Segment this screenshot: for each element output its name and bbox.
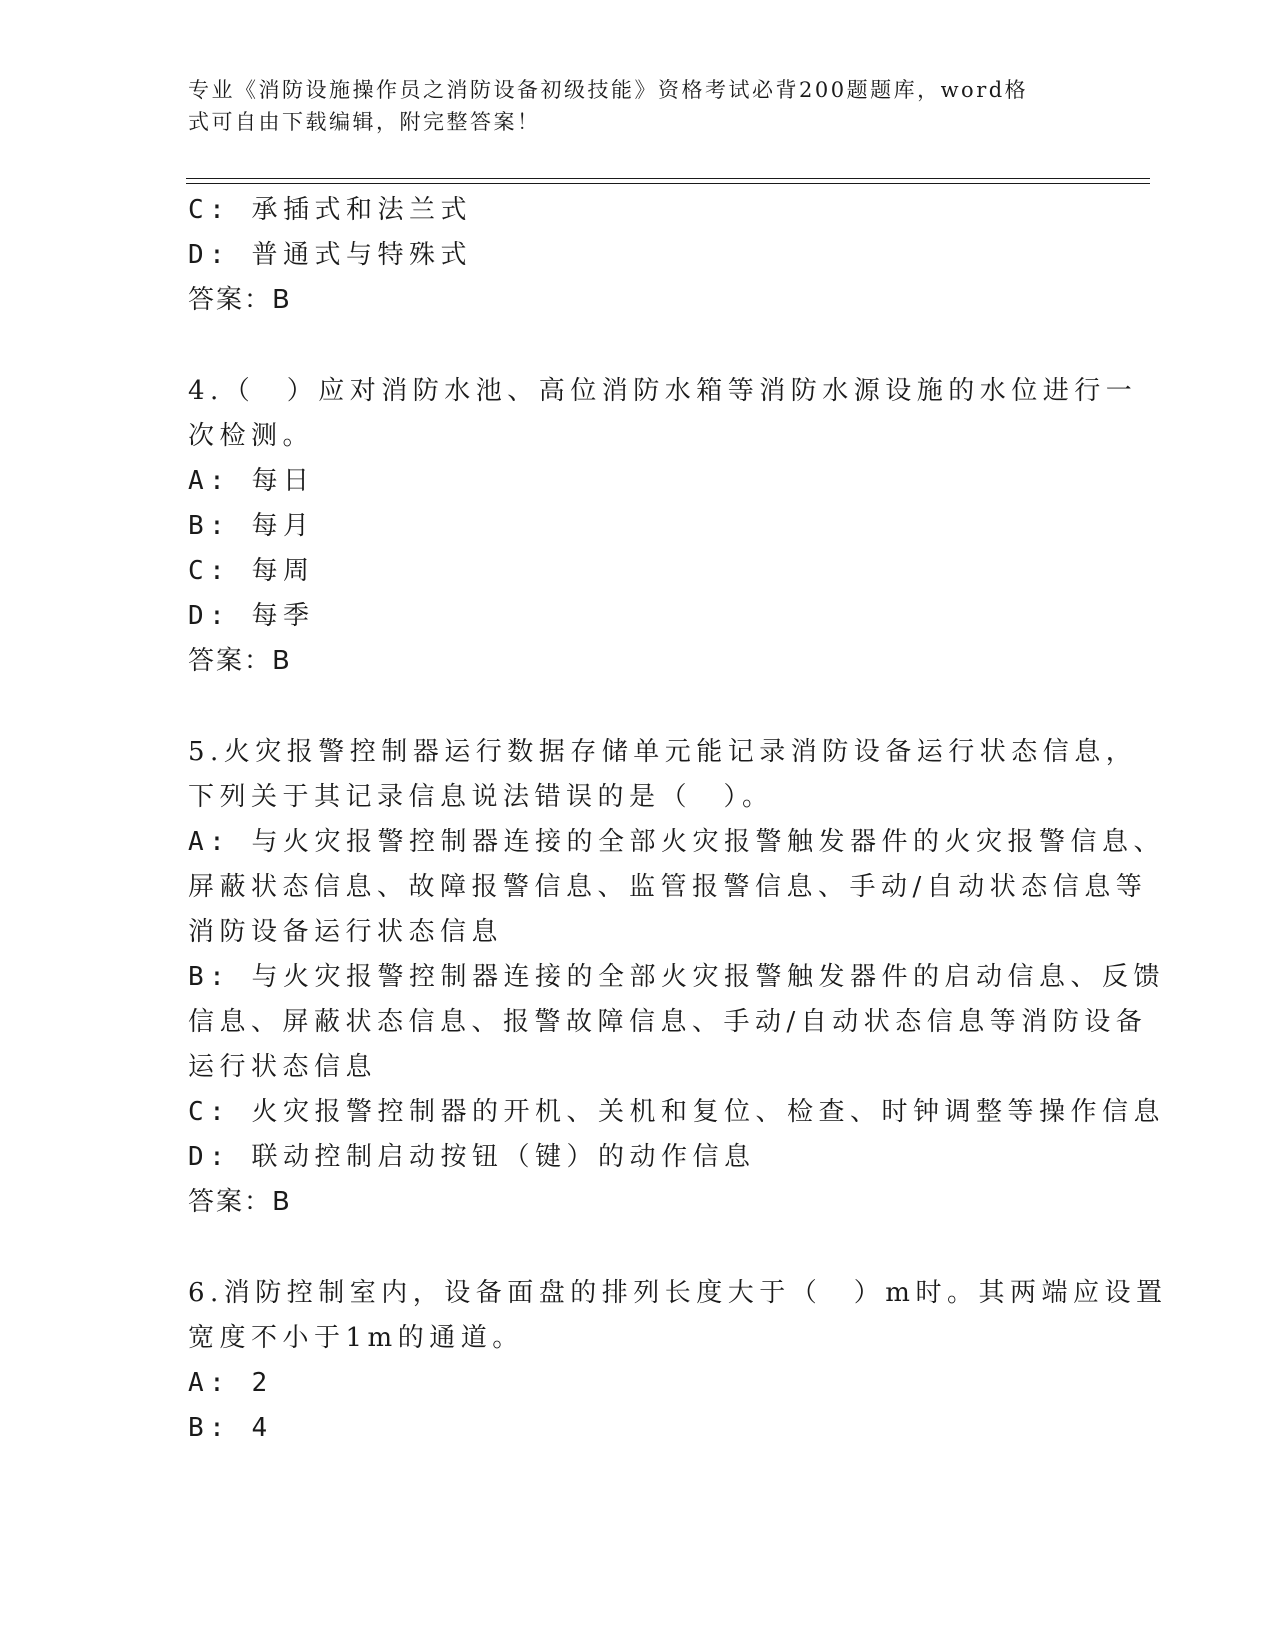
option-b: B: 与火灾报警控制器连接的全部火灾报警触发器件的启动信息、反馈 xyxy=(188,962,1165,992)
option-a-continued: 消防设备运行状态信息 xyxy=(188,917,504,947)
option-a: A: 与火灾报警控制器连接的全部火灾报警触发器件的火灾报警信息、 xyxy=(188,827,1165,857)
option-c: C: 承插式和法兰式 xyxy=(188,195,472,225)
option-c: C: 每周 xyxy=(188,556,315,586)
option-b: B: 4 xyxy=(188,1413,273,1443)
question-stem: 宽度不小于1m的通道。 xyxy=(188,1323,524,1353)
option-a-continued: 屏蔽状态信息、故障报警信息、监管报警信息、手动/自动状态信息等 xyxy=(188,872,1148,902)
option-d: D: 联动控制启动按钮（键）的动作信息 xyxy=(188,1142,756,1172)
option-d: D: 每季 xyxy=(188,601,315,631)
question-6 xyxy=(188,1271,1168,1451)
question-4 xyxy=(188,369,1138,684)
option-b-continued: 运行状态信息 xyxy=(188,1052,378,1082)
page-header xyxy=(188,74,1068,138)
answer: 答案：B xyxy=(188,1187,292,1217)
option-a: A: 2 xyxy=(188,1368,273,1398)
question-stem: 次检测。 xyxy=(188,421,315,451)
question-stem: 4.（ ）应对消防水池、高位消防水箱等消防水源设施的水位进行一 xyxy=(188,376,1138,406)
question-stem: 下列关于其记录信息说法错误的是（ ）。 xyxy=(188,782,774,812)
spacer xyxy=(188,1225,1088,1271)
answer: 答案：B xyxy=(188,285,292,315)
question-5 xyxy=(188,730,1165,1225)
option-d: D: 普通式与特殊式 xyxy=(188,240,472,270)
spacer xyxy=(188,684,1088,730)
header-divider xyxy=(186,178,1150,184)
option-c: C: 火灾报警控制器的开机、关机和复位、检查、时钟调整等操作信息 xyxy=(188,1097,1165,1127)
option-a: A: 每日 xyxy=(188,466,315,496)
question-stem: 6.消防控制室内，设备面盘的排列长度大于（ ）m时。其两端应设置 xyxy=(188,1278,1168,1308)
header-line-2: 式可自由下载编辑，附完整答案！ xyxy=(188,110,541,134)
answer: 答案：B xyxy=(188,646,292,676)
question-stem: 5.火灾报警控制器运行数据存储单元能记录消防设备运行状态信息， xyxy=(188,737,1138,767)
question-3-tail xyxy=(188,188,1088,323)
question-content xyxy=(188,188,1168,1451)
option-b-continued: 信息、屏蔽状态信息、报警故障信息、手动/自动状态信息等消防设备 xyxy=(188,1007,1148,1037)
header-line-1: 专业《消防设施操作员之消防设备初级技能》资格考试必背200题题库，word格 xyxy=(188,78,1029,102)
option-b: B: 每月 xyxy=(188,511,315,541)
spacer xyxy=(188,323,1088,369)
